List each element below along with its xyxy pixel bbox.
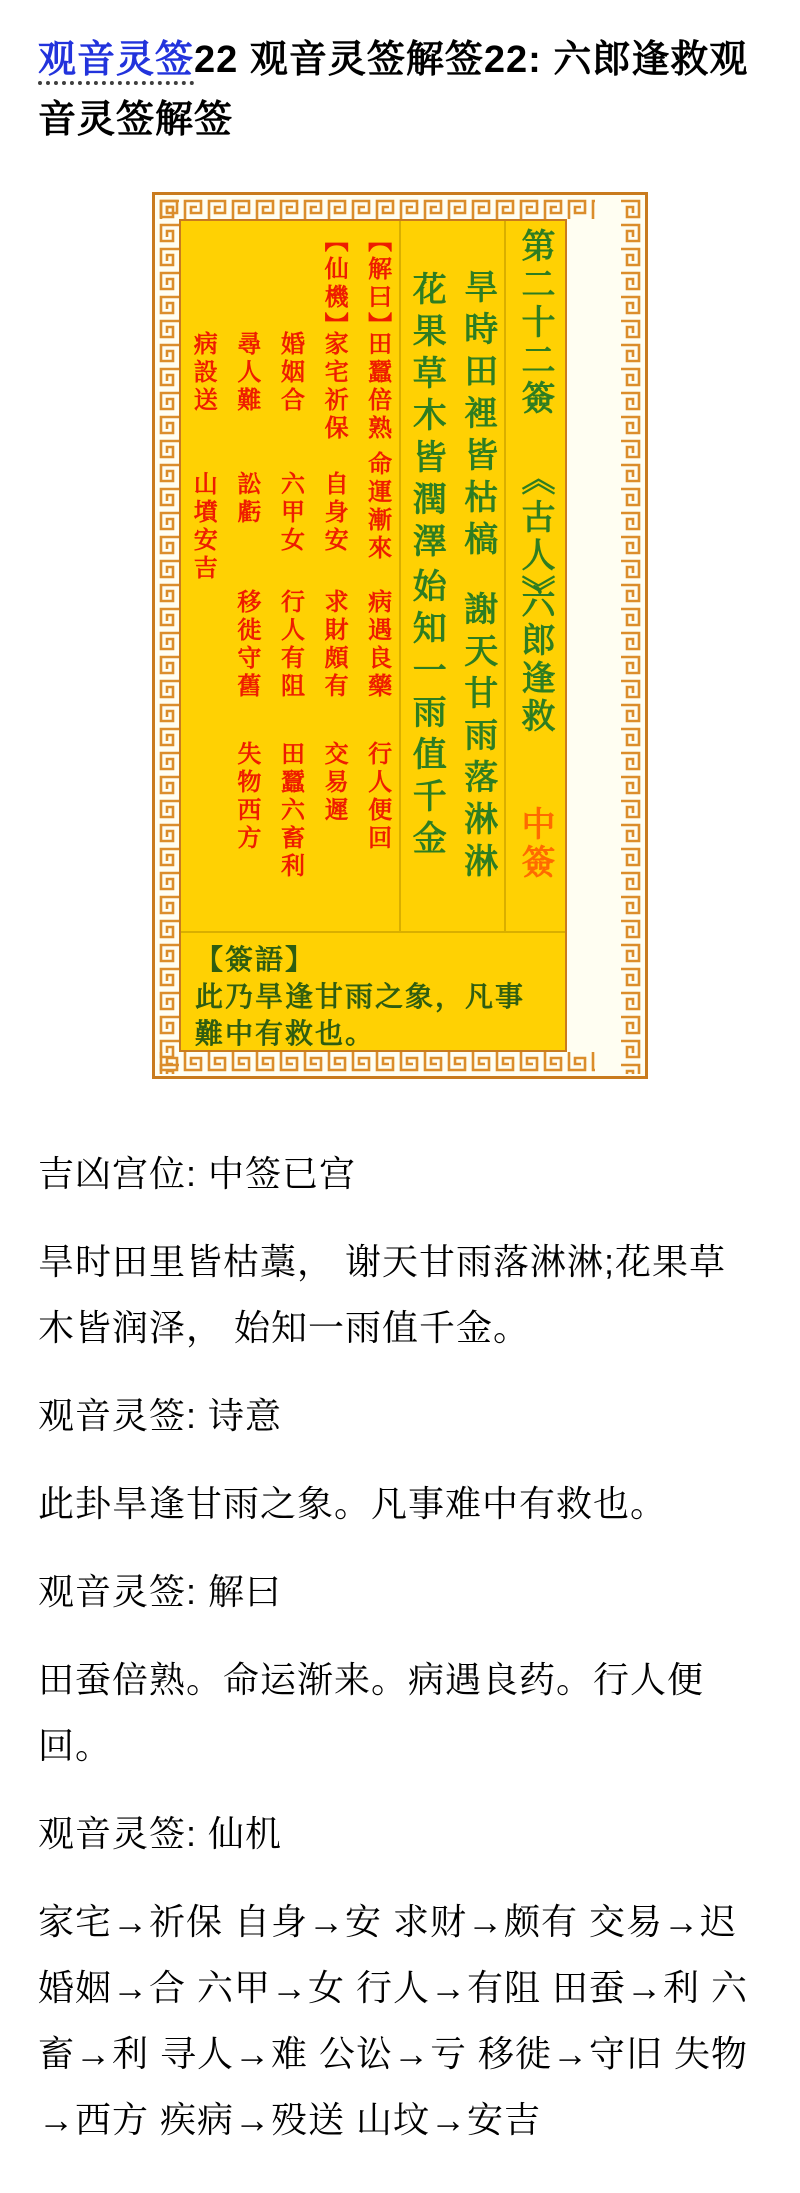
sign-grade: 中簽 xyxy=(516,806,554,882)
sign-heading-column xyxy=(506,221,565,931)
page-title xyxy=(38,30,762,150)
paragraph-shiyi: 此卦旱逢甘雨之象。凡事难中有救也。 xyxy=(38,1483,668,1524)
paragraph-palace: 吉凶宫位: 中签已宫 xyxy=(38,1153,357,1194)
card-inner xyxy=(179,219,567,1052)
paragraph-xianji-heading: 观音灵签: 仙机 xyxy=(38,1813,283,1854)
meander-border-bottom xyxy=(157,1050,595,1074)
xianji-header: 【仙機】 xyxy=(320,228,348,340)
page-title-text: 22 观音灵签解签22: 六郎逢救观音灵签解签 xyxy=(38,39,749,141)
silkworm-entry: 田蠶倍熟 xyxy=(363,331,391,443)
sign-note-line-2: 難中有救也。 xyxy=(195,1018,376,1049)
poem-line-2: 謝天甘雨落淋淋 xyxy=(458,591,497,885)
livestock-entry: 田蠶六畜利 xyxy=(276,741,304,881)
paragraph-xianji: 家宅→祈保 自身→安 求财→颇有 交易→迟 婚姻→合 六甲→女 行人→有阻 田蚕→利 六畜→利 寻人→难 公讼→亏 移徙→守旧 失物→西方 疾病→殁送 山坟→安吉 xyxy=(38,1901,749,2140)
poem-line-1: 旱時田裡皆枯槁 xyxy=(458,269,497,563)
self-entry: 自身安 xyxy=(320,471,348,555)
guanyin-lingqian-link[interactable]: 观音灵签 xyxy=(38,39,194,85)
paragraph-jieyue-heading: 观音灵签: 解曰 xyxy=(38,1571,283,1612)
meander-border-right xyxy=(619,197,643,1074)
illness-entry: 病遇良藥 xyxy=(363,589,391,701)
column-misc-1 xyxy=(225,221,269,931)
column-jieyue xyxy=(355,221,399,931)
fortune-card xyxy=(152,192,648,1079)
column-xianji xyxy=(312,221,356,931)
column-misc-2 xyxy=(181,221,225,931)
lost-item-entry: 失物西方 xyxy=(232,741,260,853)
return-entry: 行人便回 xyxy=(363,741,391,853)
wealth-entry: 求財頗有 xyxy=(320,589,348,701)
poem-section xyxy=(401,221,504,931)
paragraph-jieyue: 田蚕倍熟。命运渐来。病遇良药。行人便回。 xyxy=(38,1659,705,1766)
traveler-entry: 行人有阻 xyxy=(276,589,304,701)
home-entry: 家宅祈保 xyxy=(320,331,348,443)
meander-border-left xyxy=(157,197,181,1074)
paragraph-poem: 旱时田里皆枯藁， 谢天甘雨落淋淋;花果草木皆润泽， 始知一雨值千金。 xyxy=(38,1241,727,1348)
fate-entry: 命運漸來 xyxy=(363,451,391,563)
sign-note xyxy=(181,933,565,1050)
meander-border-top xyxy=(157,197,595,221)
poem-column-left xyxy=(401,221,453,931)
sign-category: 《古人》 xyxy=(516,461,554,613)
article-body xyxy=(38,1141,762,2153)
grave-entry: 山墳安吉 xyxy=(189,471,217,583)
poem-line-4: 始知一雨值千金 xyxy=(407,568,446,862)
pregnancy-entry: 六甲女 xyxy=(276,471,304,555)
find-person-entry: 尋人難 xyxy=(232,331,260,415)
lawsuit-entry: 訟虧 xyxy=(232,471,260,527)
sign-number: 第二十二簽 xyxy=(516,228,554,418)
poem-column-right xyxy=(453,221,505,931)
sign-note-line-1: 此乃旱逢甘雨之象，凡事 xyxy=(195,981,526,1012)
sign-note-title: 【簽語】 xyxy=(195,944,316,975)
interpretation-section xyxy=(181,221,399,931)
sickness-entry: 病設送 xyxy=(189,331,217,415)
column-marriage xyxy=(268,221,312,931)
paragraph-shiyi-heading: 观音灵签: 诗意 xyxy=(38,1395,283,1436)
poem-line-3: 花果草木皆潤澤 xyxy=(407,271,446,565)
card-columns xyxy=(181,221,565,931)
trade-entry: 交易遲 xyxy=(320,741,348,825)
jieyue-header: 【解曰】 xyxy=(363,228,391,340)
sign-story: 六郎逢救 xyxy=(516,584,554,736)
marriage-entry: 婚姻合 xyxy=(276,331,304,415)
moving-entry: 移徙守舊 xyxy=(232,589,260,701)
